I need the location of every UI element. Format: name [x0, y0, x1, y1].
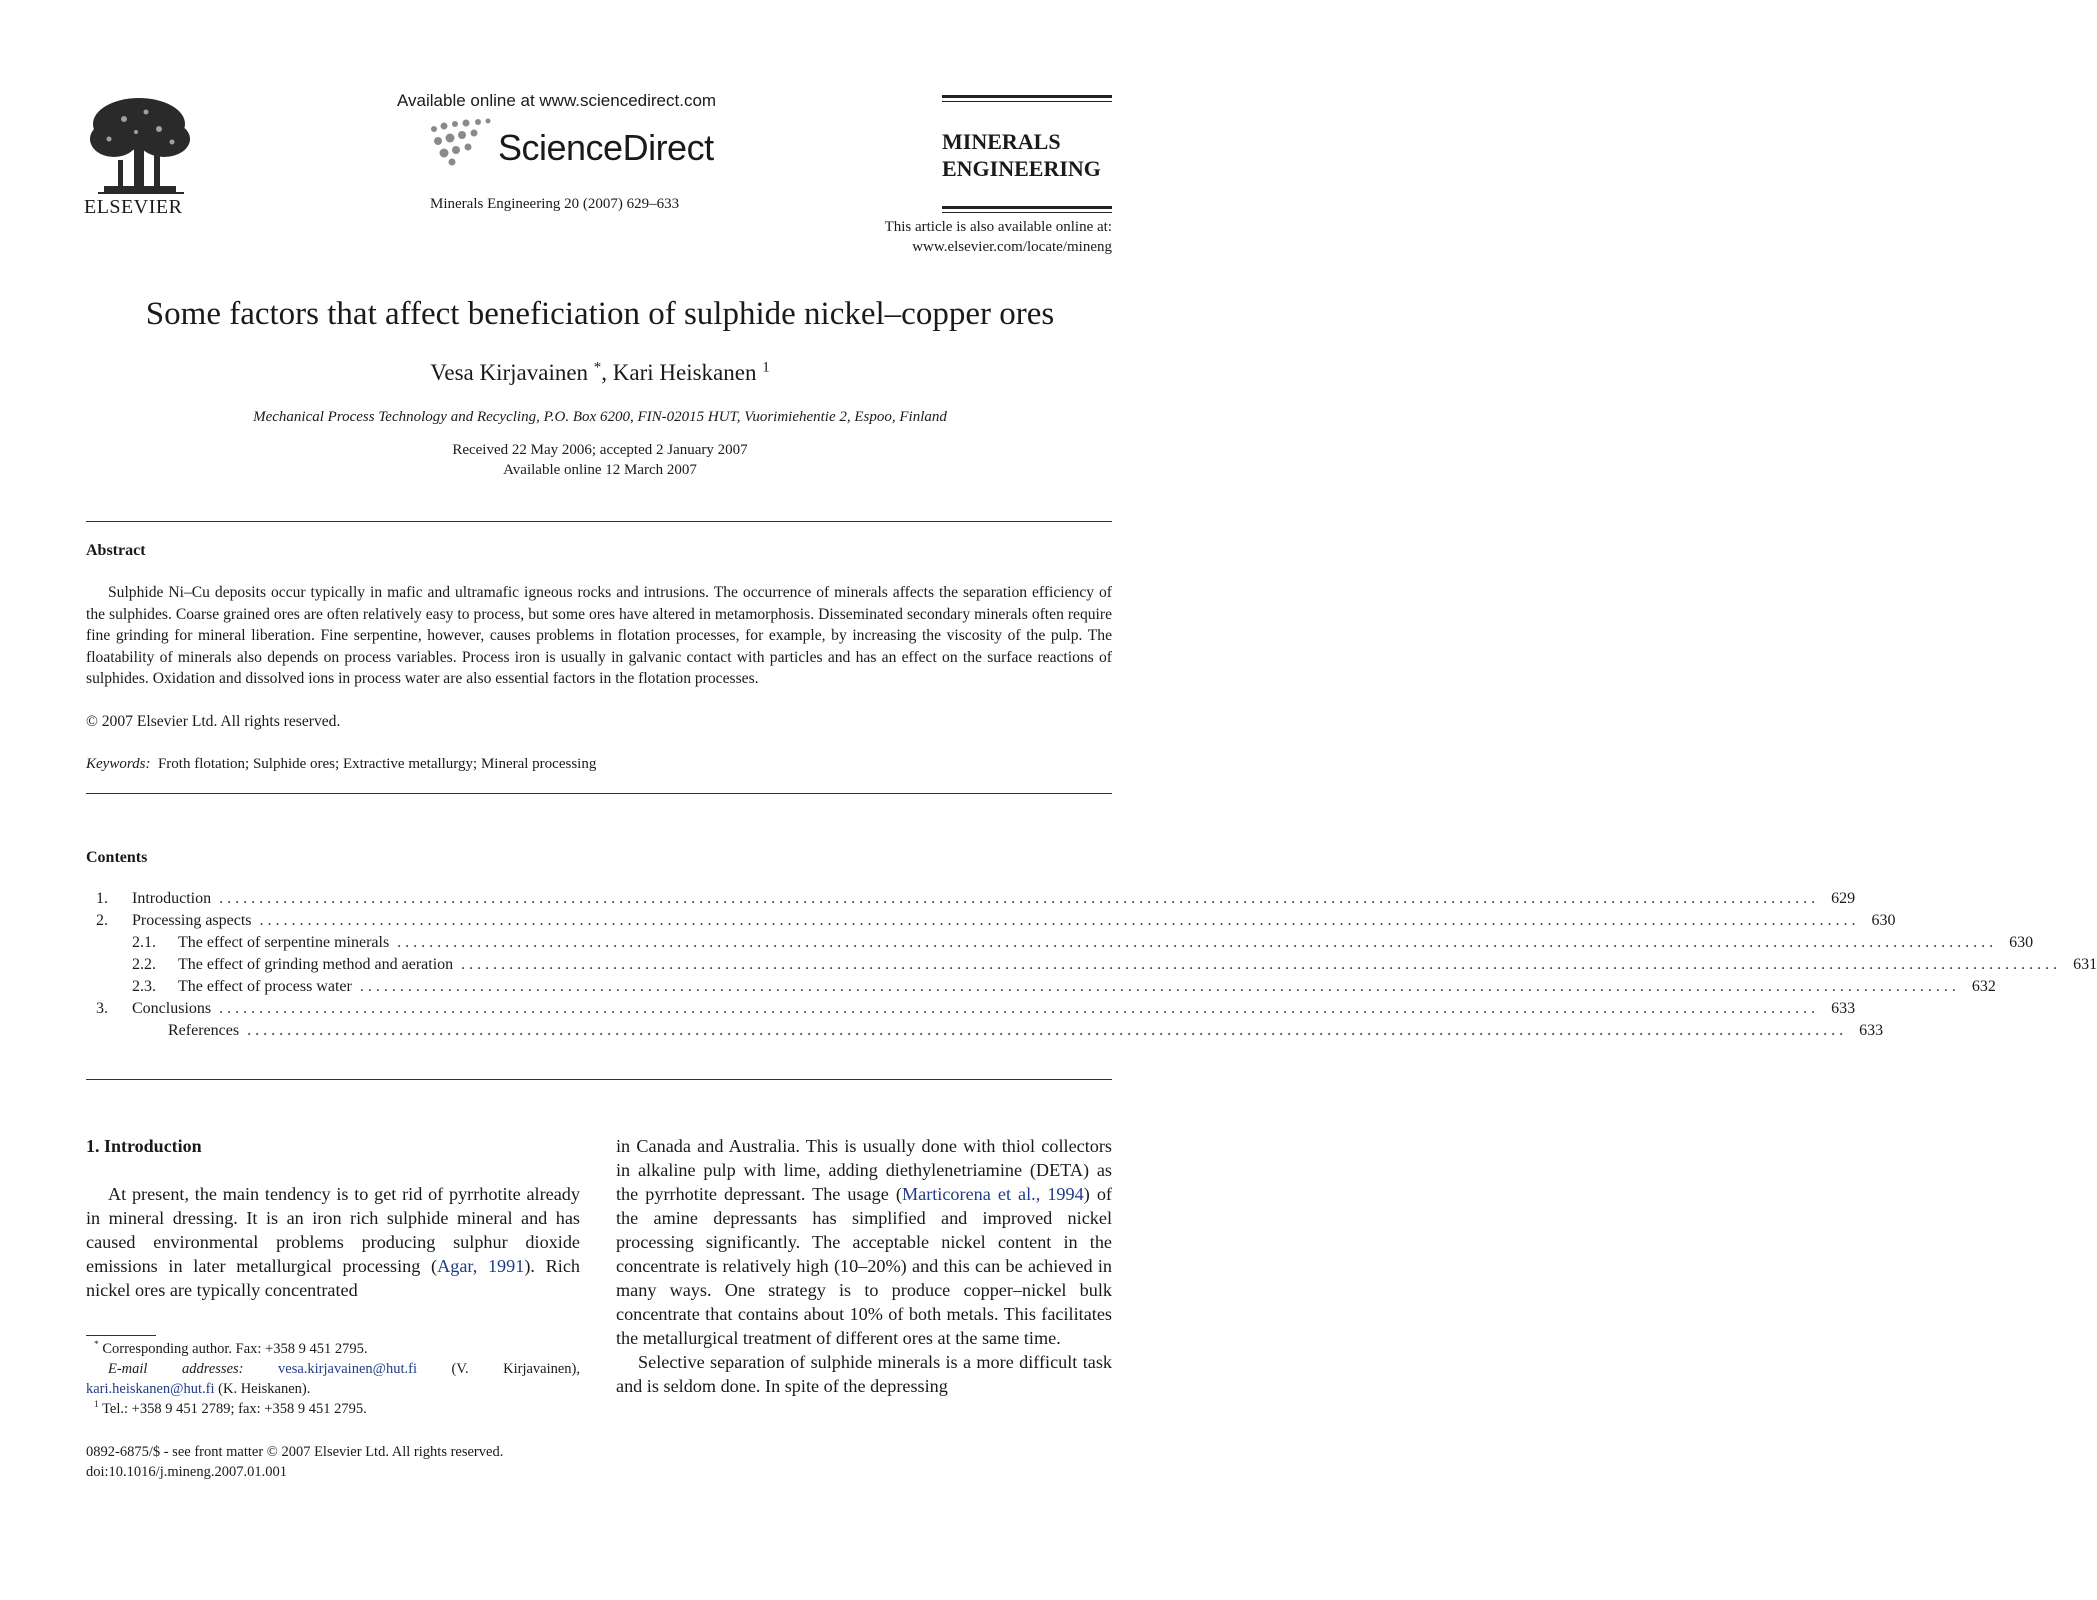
footnote-mark: 1 — [94, 1400, 99, 1411]
body-paragraph — [86, 1182, 580, 1302]
journal-rule-top — [942, 95, 1112, 98]
contents-heading: Contents — [86, 849, 148, 866]
author-separator: , — [601, 360, 613, 385]
front-matter — [86, 1442, 503, 1482]
paragraph-text: At present, the main tendency is to get rid of pyrrhotite already in mineral dressing. It is an iron rich sulphide mineral and has caused environmental problems producing sulphur dioxide emissions in later metallurgical processing ( — [86, 1184, 580, 1276]
toc-number: 3. — [96, 1000, 108, 1017]
sciencedirect-dots-icon — [428, 117, 500, 167]
footnote-emails — [86, 1359, 580, 1399]
body-paragraph: Selective separation of sulphide minerals is a more difficult task and is seldom done. In spite of the depressing — [616, 1352, 1112, 1396]
author-name: Kari Heiskanen — [612, 360, 757, 385]
toc-page-number: 633 — [1859, 1022, 1884, 1039]
email-owner: (V. Kirjavainen), — [451, 1361, 581, 1377]
toc-number: 2. — [96, 912, 108, 929]
footnote-rule — [86, 1335, 156, 1336]
journal-url[interactable]: www.elsevier.com/locate/mineng — [912, 239, 1112, 255]
journal-name — [942, 128, 1101, 182]
toc-entry[interactable] — [96, 934, 2034, 956]
received-dates: Received 22 May 2006; accepted 2 January 2007 — [452, 442, 748, 458]
toc-page-number: 633 — [1831, 1000, 1856, 1017]
section-heading-introduction: 1. Introduction — [86, 1136, 202, 1156]
email-link[interactable]: kari.heiskanen@hut.fi — [86, 1381, 215, 1397]
sciencedirect-wordmark: ScienceDirect — [498, 127, 714, 168]
toc-page-number: 629 — [1831, 890, 1856, 907]
footnote-tel — [86, 1399, 580, 1419]
article-title: Some factors that affect beneficiation of sulphide nickel–copper ores — [145, 296, 1055, 332]
paragraph-text: in Canada and Australia. This is usually done with thiol collectors in alkaline pulp with lime, adding diethylenetriamine (DETA) as the pyrrhotite depressant. The usage ( — [616, 1136, 1112, 1204]
section-divider — [86, 1079, 1112, 1080]
body-paragraph — [616, 1134, 1112, 1350]
footnote-mark: * — [94, 1340, 99, 1351]
toc-page-number: 630 — [2009, 934, 2034, 951]
toc-leader-dots: ........................................................................................................................................................................................................ — [247, 1022, 1848, 1039]
toc-leader-dots: ........................................................................................................................................................................................................ — [259, 912, 1860, 929]
journal-name-line1: MINERALS — [942, 129, 1061, 154]
toc-entry[interactable] — [96, 1000, 1856, 1022]
also-online-text: This article is also available online at: — [884, 219, 1112, 235]
also-online-notice — [885, 217, 1112, 257]
toc-label: References — [168, 1022, 240, 1039]
toc-leader-dots: ........................................................................................................................................................................................................ — [461, 956, 2062, 973]
email-owner: (K. Heiskanen). — [218, 1381, 311, 1397]
toc-entry[interactable] — [96, 978, 1996, 1000]
toc-number: 2.3. — [132, 978, 156, 995]
journal-rule-bottom — [942, 206, 1112, 209]
toc-number: 1. — [96, 890, 108, 907]
keywords — [86, 756, 596, 773]
keywords-label: Keywords: — [86, 756, 151, 772]
paragraph-text: ) of the amine depressants has simplified and improved nickel processing significantly. The acceptable nickel content in the concentrate is relatively high (10–20%) and this can be achieved in many ways. One strategy is to produce copper–nickel bulk concentrate that contains about 10% of both metals. This facilitates the metallurgical treatment of different ores at the same time. — [616, 1184, 1112, 1348]
citation-link[interactable]: Agar, 1991 — [437, 1256, 525, 1276]
available-online-notice: Available online at www.sciencedirect.com — [397, 91, 717, 110]
author-name: Vesa Kirjavainen — [430, 360, 589, 385]
toc-label: Conclusions — [132, 1000, 212, 1017]
abstract-text: Sulphide Ni–Cu deposits occur typically in mafic and ultramafic igneous rocks and intrusions. The occurrence of minerals affects the separation efficiency of the sulphides. Coarse grained ores are often relatively easy to process, but some ores have altered in metamorphosis. Disseminated secondary minerals often require fine grinding for mineral liberation. Fine serpentine, however, causes problems in flotation processes, for example, by increasing the viscosity of the pulp. The floatability of minerals also depends on process variables. Process iron is usually in galvanic contact with particles and has an effect on the surface reactions of sulphides. Oxidation and dissolved ions in process water are also essential factors in the flotation processes. — [86, 584, 1112, 687]
journal-rule-top-thin — [942, 101, 1112, 102]
journal-rule-bottom-thin — [942, 212, 1112, 213]
toc-page-number: 630 — [1871, 912, 1896, 929]
toc-leader-dots: ........................................................................................................................................................................................................ — [359, 978, 1960, 995]
email-label: E-mail addresses: — [108, 1361, 244, 1377]
email-link[interactable]: vesa.kirjavainen@hut.fi — [278, 1361, 417, 1377]
toc-label: Processing aspects — [132, 912, 252, 929]
author-list — [0, 360, 1200, 386]
author-affiliation: Mechanical Process Technology and Recycling, P.O. Box 6200, FIN-02015 HUT, Vuorimiehentie 2, Espoo, Finland — [253, 409, 947, 425]
toc-label: The effect of process water — [178, 978, 352, 995]
online-date: Available online 12 March 2007 — [503, 462, 697, 478]
toc-number: 2.1. — [132, 934, 156, 951]
paragraph-text: ). Rich nickel ores are typically concentrated — [86, 1256, 580, 1300]
body-column-right — [616, 1134, 1112, 1398]
article-history — [0, 440, 1200, 480]
author-footnote-mark[interactable]: 1 — [762, 359, 770, 376]
toc-page-number: 631 — [2073, 956, 2097, 973]
publisher-name: ELSEVIER — [84, 196, 183, 218]
toc-entry[interactable] — [96, 956, 2097, 978]
corresponding-author-mark[interactable]: * — [593, 359, 602, 376]
toc-leader-dots: ........................................................................................................................................................................................................ — [219, 1000, 1820, 1017]
doi-line[interactable]: doi:10.1016/j.mineng.2007.01.001 — [86, 1464, 287, 1480]
issn-line: 0892-6875/$ - see front matter © 2007 Elsevier Ltd. All rights reserved. — [86, 1444, 504, 1460]
toc-leader-dots: ........................................................................................................................................................................................................ — [397, 934, 1998, 951]
footnote-text: Corresponding author. Fax: +358 9 451 2795. — [102, 1341, 368, 1357]
toc-entry[interactable] — [96, 912, 1896, 934]
section-divider — [86, 793, 1112, 794]
footnote-text: Tel.: +358 9 451 2789; fax: +358 9 451 2795. — [102, 1401, 367, 1417]
toc-leader-dots: ........................................................................................................................................................................................................ — [219, 890, 1820, 907]
keywords-list: Froth flotation; Sulphide ores; Extractive metallurgy; Mineral processing — [157, 756, 597, 772]
footnote-corresponding — [86, 1339, 580, 1359]
section-divider — [86, 521, 1112, 522]
abstract-heading: Abstract — [86, 542, 146, 559]
citation-link[interactable]: Marticorena et al., 1994 — [901, 1184, 1084, 1204]
toc-number: 2.2. — [132, 956, 156, 973]
journal-name-line2: ENGINEERING — [942, 156, 1101, 181]
toc-page-number: 632 — [1971, 978, 1996, 995]
toc-label: Introduction — [132, 890, 212, 907]
toc-label: The effect of serpentine minerals — [178, 934, 390, 951]
toc-entry[interactable] — [96, 1022, 1884, 1044]
body-column-left — [86, 1134, 580, 1302]
abstract-copyright: © 2007 Elsevier Ltd. All rights reserved. — [86, 713, 341, 730]
toc-label: The effect of grinding method and aeration — [178, 956, 454, 973]
journal-citation: Minerals Engineering 20 (2007) 629–633 — [430, 196, 680, 212]
toc-entry[interactable] — [96, 890, 1856, 912]
